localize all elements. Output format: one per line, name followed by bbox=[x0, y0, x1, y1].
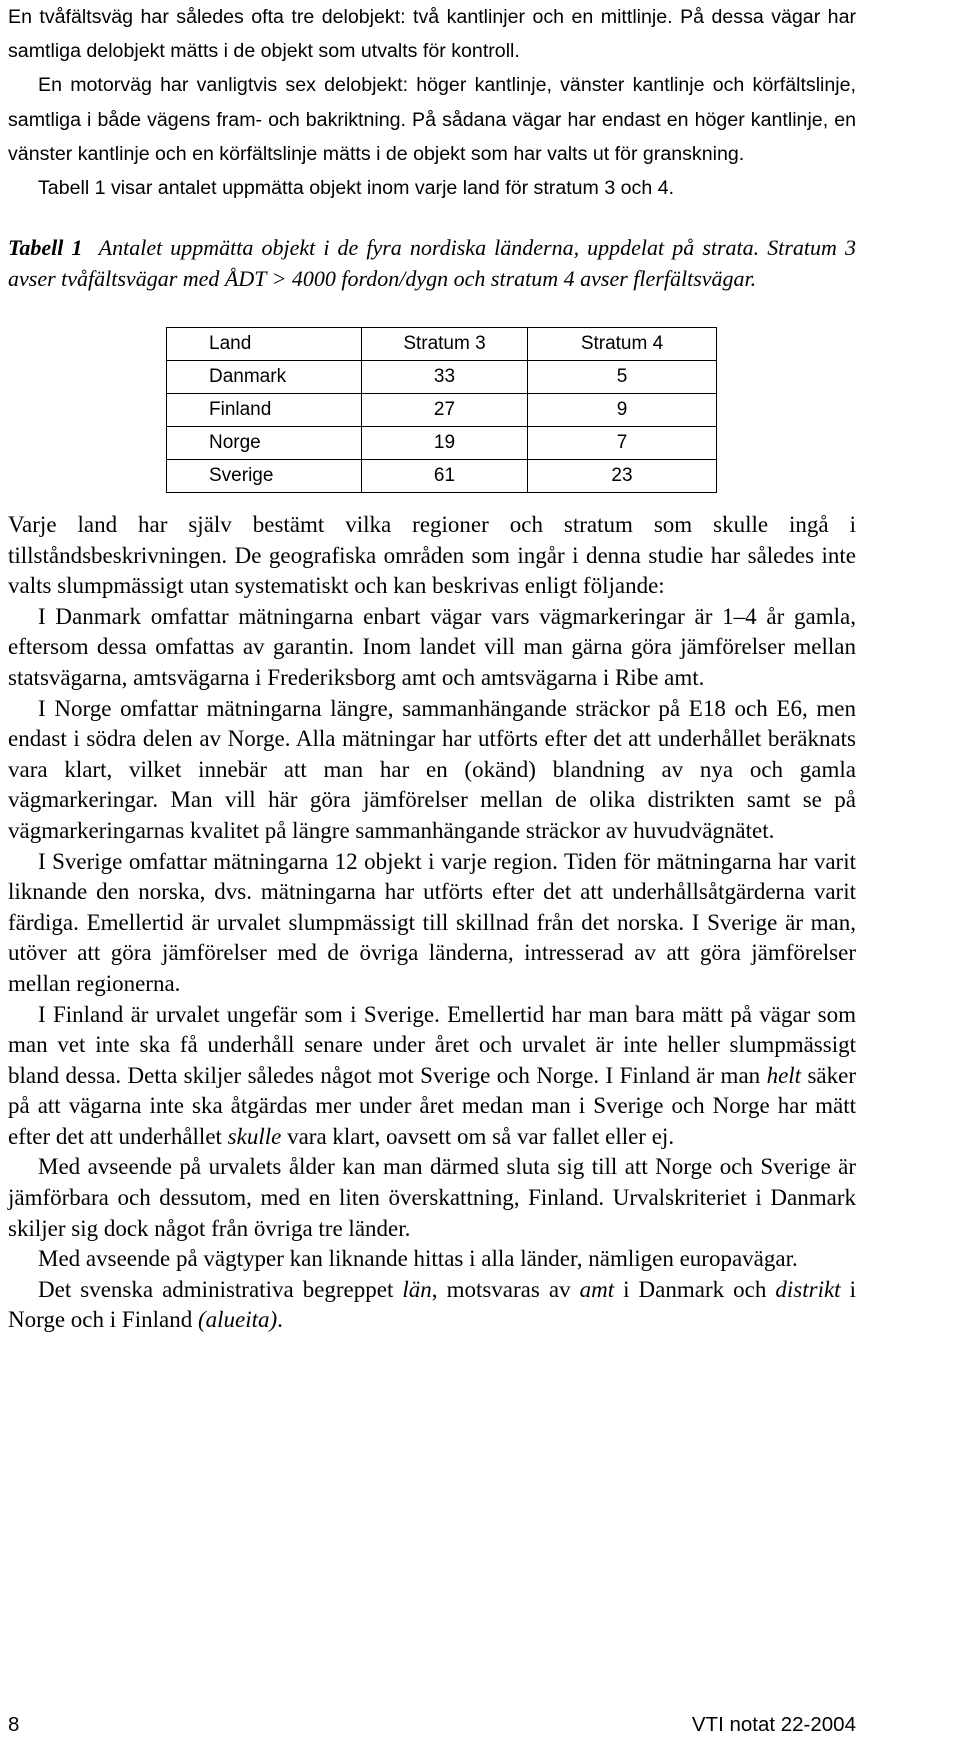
text-run: . bbox=[277, 1307, 283, 1333]
text-run: vara klart, oavsett om så var fallet eller ej. bbox=[281, 1123, 675, 1149]
paragraph: I Norge omfattar mätningarna längre, sammanhängande sträckor på E18 och E6, men endast i södra delen av Norge. Alla mätningar har utförts efter det att underhållet beräknats vara klart, vilket innebär att man har en (okänd) blandning av nya och gamla vägmarkeringar. Man vill här göra jämförelser mellan de olika distrikten samt se på vägmarkeringarnas kvalitet på längre sammanhängande sträckor av huvudvägnätet. bbox=[8, 695, 856, 843]
table-cell-land: Sverige bbox=[167, 460, 362, 493]
table-cell-stratum-3: 27 bbox=[362, 394, 528, 427]
data-table bbox=[166, 327, 717, 493]
text-run: , motsvaras av bbox=[431, 1276, 580, 1302]
paragraph: Tabell 1 visar antalet uppmätta objekt inom varje land för stratum 3 och 4. bbox=[38, 177, 675, 200]
table-row bbox=[167, 394, 717, 427]
text-run: I Finland är urvalet ungefär som i Sverige. Emellertid har man bara mätt på vägar som man vet inte ska få underhåll senare under året och urvalet är inte heller slumpmässigt bland dessa. Detta skiljer således något mot Sverige och Norge. I Finland är man bbox=[8, 1001, 856, 1088]
table-caption-label: Tabell 1 bbox=[8, 235, 83, 260]
table-cell-land: Finland bbox=[167, 394, 362, 427]
column-header-stratum-4: Stratum 4 bbox=[528, 328, 717, 361]
emphasis-text: helt bbox=[766, 1062, 802, 1088]
paragraph: Med avseende på vägtyper kan liknande hittas i alla länder, nämligen europavägar. bbox=[38, 1246, 798, 1272]
paragraph bbox=[8, 1275, 856, 1336]
page-number: 8 bbox=[8, 1713, 20, 1736]
table-cell-stratum-4: 5 bbox=[528, 361, 717, 394]
emphasis-text: (alueita) bbox=[197, 1307, 278, 1333]
body-section bbox=[8, 510, 856, 1336]
paragraph: Varje land har själv bestämt vilka regioner och stratum som skulle ingå i tillståndsbeskrivningen. De geografiska områden som ingår i denna studie har således inte valts slumpmässigt utan systematiskt och kan beskrivas enligt följande: bbox=[8, 512, 856, 599]
table-caption bbox=[8, 233, 856, 294]
column-header-stratum-3: Stratum 3 bbox=[362, 328, 528, 361]
report-reference: VTI notat 22-2004 bbox=[691, 1713, 856, 1736]
text-run: säker på att vägarna inte ska åtgärdas mer under året medan man i Sverige och Norge har mätt efter det att underhållet bbox=[8, 1062, 856, 1149]
paragraph: I Sverige omfattar mätningarna 12 objekt i varje region. Tiden för mätningarna har varit liknande den norska, dvs. mätningarna har utförts efter det att underhållsåtgärderna varit färdiga. Emellertid är urvalet slumpmässigt till skillnad från det norska. I Sverige är man, utöver att göra jämförelser med de övriga länderna, intresserad av att göra jämförelser mellan regionerna. bbox=[8, 848, 856, 996]
text-run: Det svenska administrativa begreppet bbox=[38, 1276, 403, 1302]
emphasis-text: amt bbox=[579, 1276, 615, 1302]
table-cell-stratum-3: 19 bbox=[362, 427, 528, 460]
table-row bbox=[167, 427, 717, 460]
paragraph: I Danmark omfattar mätningarna enbart vägar vars vägmarkeringar är 1–4 år gamla, eftersom dessa omfattas av garantin. Inom landet vill man gärna göra jämförelser mellan statsvägarna, amtsvägarna i Frederiksborg amt och amtsvägarna i Ribe amt. bbox=[8, 603, 856, 690]
table-header-row bbox=[167, 328, 717, 361]
table-cell-stratum-4: 9 bbox=[528, 394, 717, 427]
table-row bbox=[167, 460, 717, 493]
paragraph bbox=[8, 1000, 856, 1153]
intro-section bbox=[8, 0, 856, 205]
table-cell-land: Danmark bbox=[167, 361, 362, 394]
table-cell-stratum-4: 7 bbox=[528, 427, 717, 460]
table-cell-land: Norge bbox=[167, 427, 362, 460]
column-header-land: Land bbox=[167, 328, 362, 361]
paragraph: En motorväg har vanligtvis sex delobjekt: höger kantlinje, vänster kantlinje och körfältslinje, samtliga i både vägens fram- och bakriktning. På sådana vägar har endast en höger kantlinje, en vänster kantlinje och en körfältslinje mätts i de objekt som har valts ut för granskning. bbox=[8, 74, 856, 165]
text-run: i Norge och i Finland bbox=[8, 1276, 856, 1333]
table-caption-text: Antalet uppmätta objekt i de fyra nordiska länderna, uppdelat på strata. Stratum 3 avser tvåfältsvägar med ÅDT > 4000 fordon/dygn och stratum 4 avser flerfältsvägar. bbox=[8, 235, 857, 291]
text-run: i Danmark och bbox=[614, 1276, 776, 1302]
paragraph: Med avseende på urvalets ålder kan man därmed sluta sig till att Norge och Sverige är jämförbara och dessutom, med en liten överskattning, Finland. Urvalskriteriet i Danmark skiljer sig dock något från övriga tre länder. bbox=[8, 1154, 856, 1241]
emphasis-text: län bbox=[402, 1276, 432, 1302]
emphasis-text: skulle bbox=[227, 1123, 282, 1149]
table-cell-stratum-4: 23 bbox=[528, 460, 717, 493]
table-cell-stratum-3: 61 bbox=[362, 460, 528, 493]
paragraph: En tvåfältsväg har således ofta tre delobjekt: två kantlinjer och en mittlinje. På dessa vägar har samtliga delobjekt mätts i de objekt som utvalts för kontroll. bbox=[8, 6, 856, 63]
table-cell-stratum-3: 33 bbox=[362, 361, 528, 394]
table-row bbox=[167, 361, 717, 394]
emphasis-text: distrikt bbox=[775, 1276, 841, 1302]
